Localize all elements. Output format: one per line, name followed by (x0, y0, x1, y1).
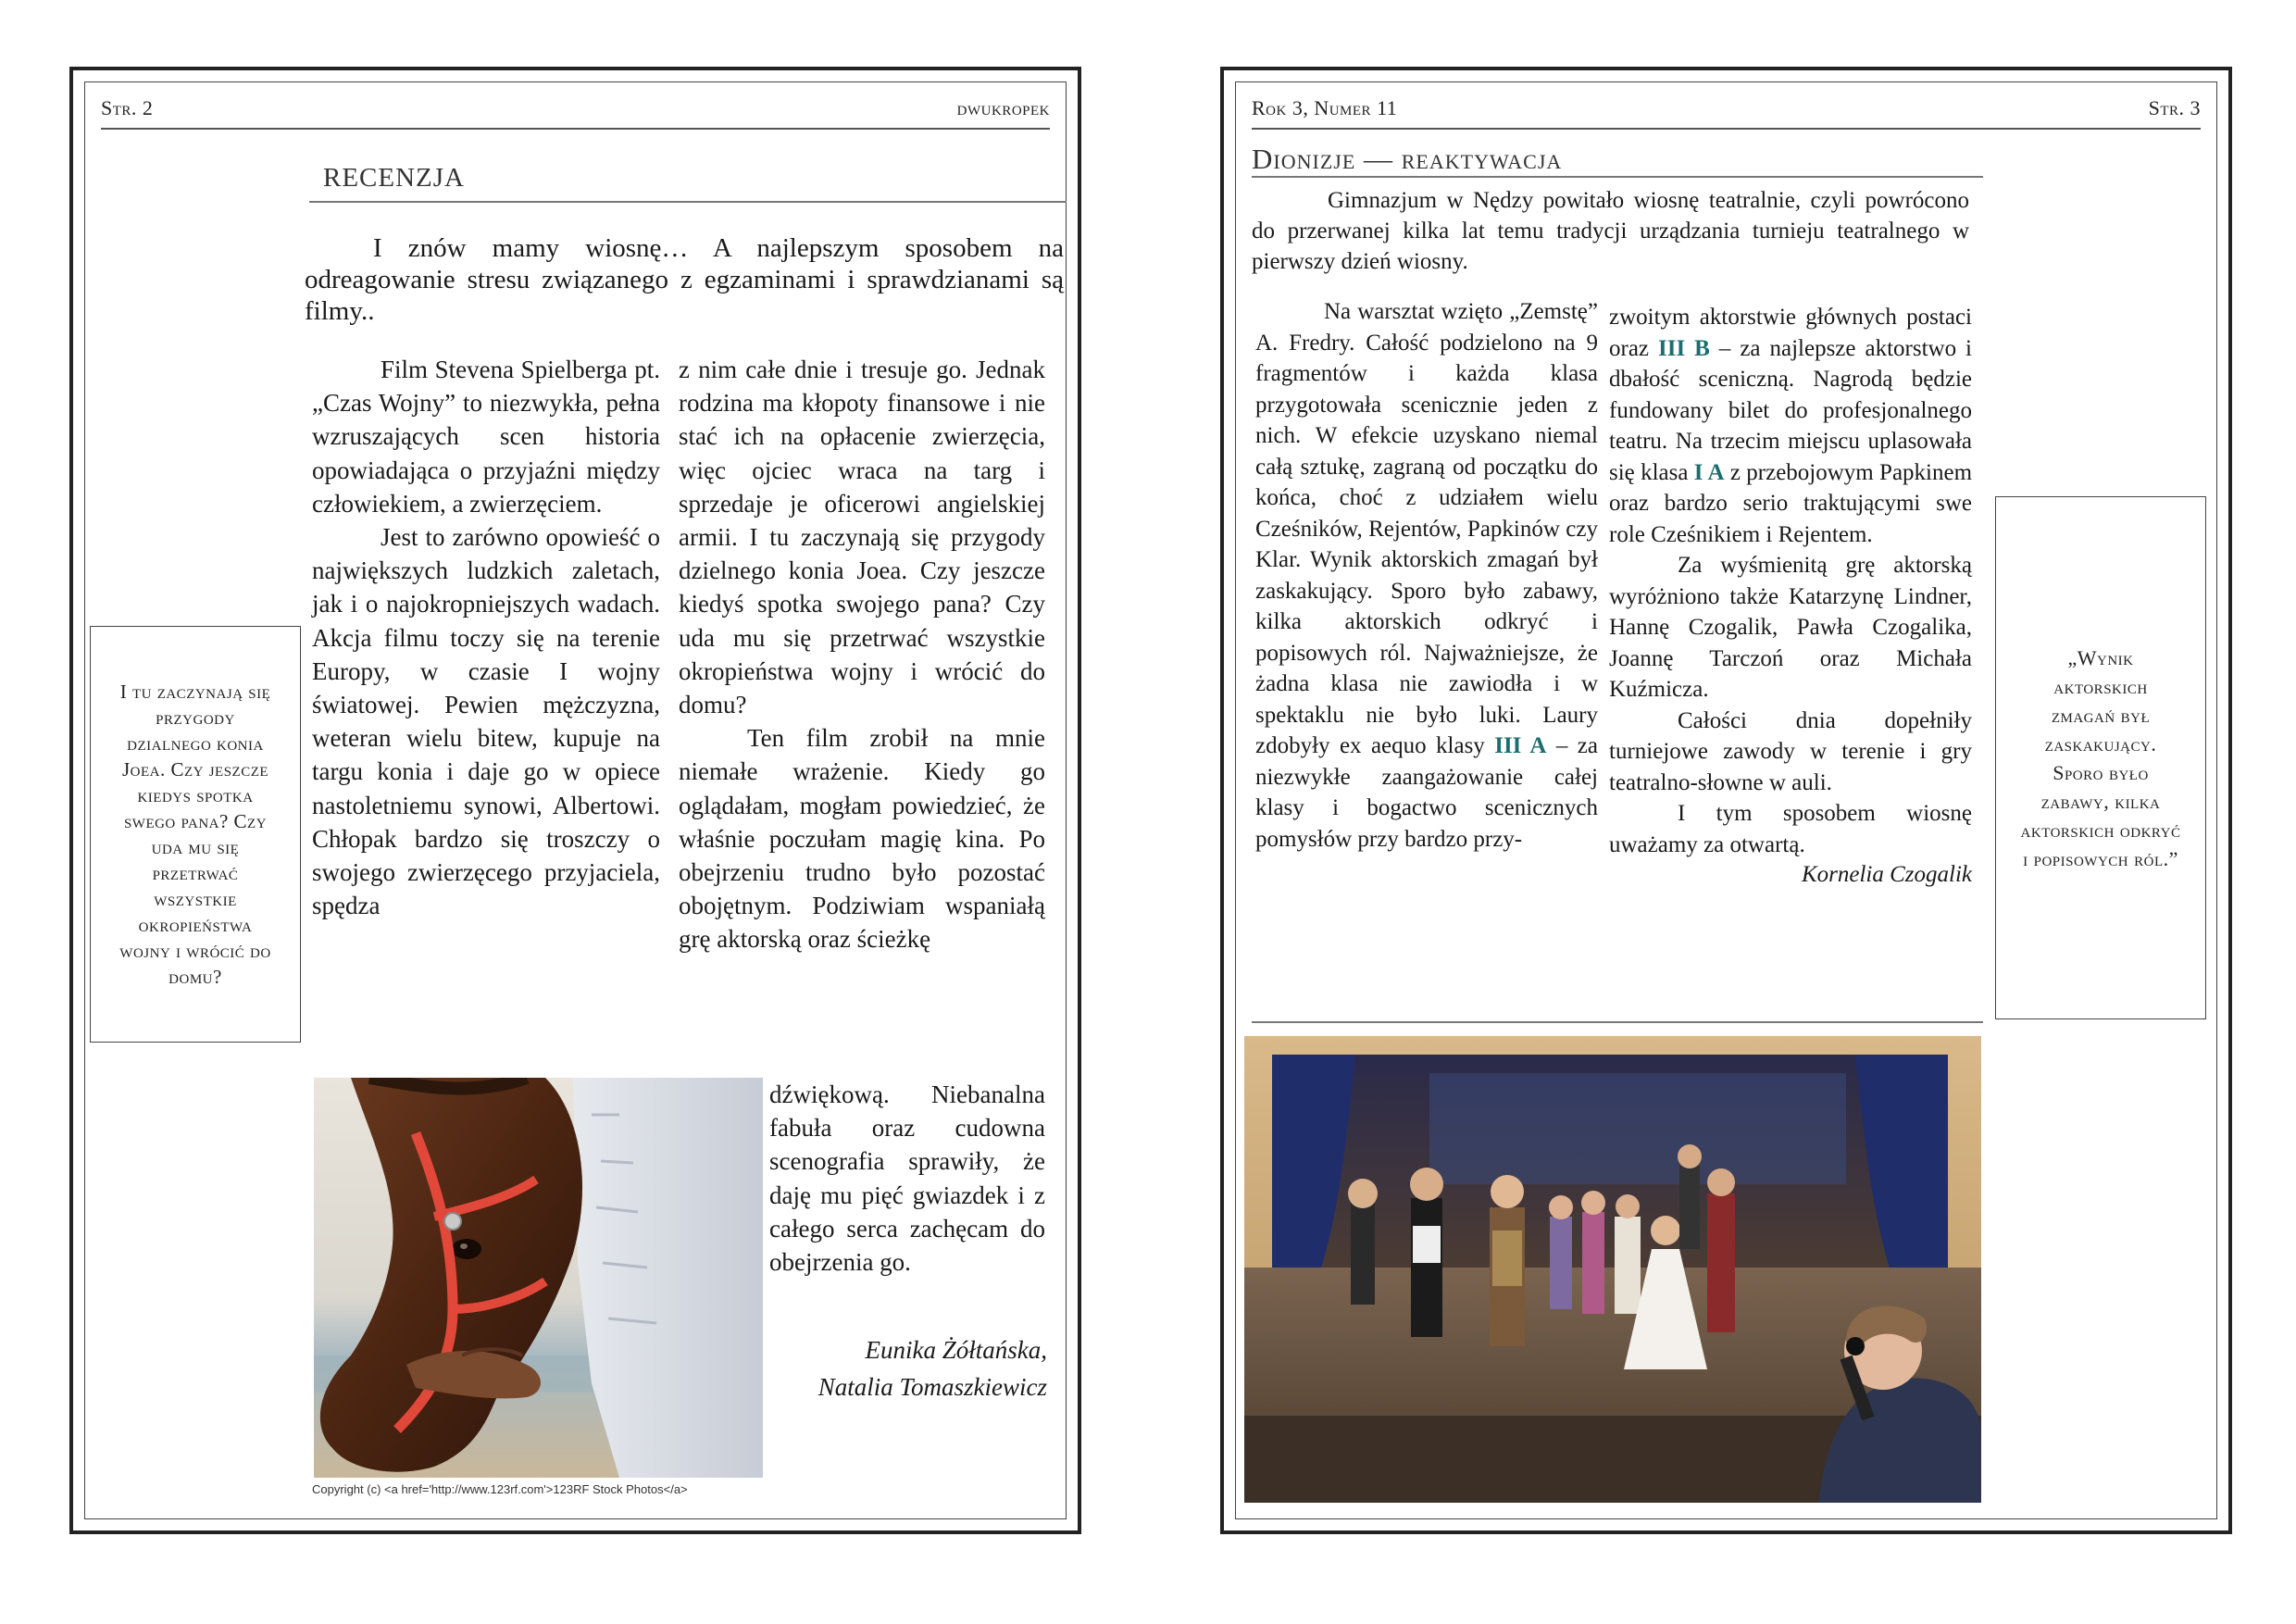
article-end-rule (1252, 1021, 1983, 1023)
article-paragraph: Jest to zarówno opowieść o największych ludzkich zaletach, jak i o najokropniejszych wadach. Akcja filmu toczy się na terenie Europy, w czasie I wojny światowej. Pewien mężczyzna, weteran wielu bitew, kupuje na targu konia i daje go w opiece nastoletniemu synowi, Albertowi. Chłopak bardzo się troszczy o swojego zwierzęcego przyjaciela, spędza (312, 523, 660, 920)
page-right (1220, 67, 2232, 1534)
pullquote-text: I tu zaczynają się przygody dzialnego konia Joea. Czy jeszcze kiedys spotka swego pana? Czy uda mu się przetrwać wszystkie okropieństwa wojny i wrócić do domu? (119, 681, 271, 988)
article-text: Na warsztat wzięto „Zemstę” A. Fredry. Całość podzielono na 9 fragmentów i każda klasa przygotowała scenicznie jeden z nich. W efekcie uzyskano niemal całą sztukę, zagraną od początku do końca, choć z udziałem wielu Cześników, Rejentów, Papkinów czy Klar. Wynik aktorskich zmagań był zaskakujący. Sporo było zabawy, kilka aktorskich odkryć i popisowych ról. Najważniejsze, że żadna klasa nie zawiodła i w spektaklu nie było luki. Laury zdobyły ex aequo klasy (1255, 299, 1598, 758)
article-text: – za najlepsze aktorstwo i dbałość sceniczną. Nagrodą będzie fundowany bilet do profesjonalnego teatru. Na trzecim miejscu uplasowała się klasa (1609, 335, 1972, 485)
article-text: zwoitym aktorstwie głównych postaci oraz (1609, 305, 1972, 361)
article-column-2-continued (769, 1078, 1045, 1279)
class-label-1a: I A (1693, 459, 1725, 485)
article-paragraph: I tym sposobem wiosnę uważamy za otwartą. (1609, 801, 1972, 857)
article-paragraph: Za wyśmienitą grę aktorską wyróżniono także Katarzynę Lindner, Hannę Czogalik, Pawła Czogalika, Joannę Tarczoń oraz Michała Kuźmicza. (1609, 553, 1972, 702)
header-rule (101, 128, 1050, 130)
article-column-2 (679, 353, 1045, 956)
stage-photo (1244, 1036, 1981, 1503)
article-text: – za niezwykłe zaangażowanie całej klasy i bogactwo scenicznych pomysłów przy bardzo przy- (1255, 733, 1598, 852)
page-left (69, 67, 1081, 1534)
article-paragraph: dźwiękową. Niebanalna fabuła oraz cudowna scenografia sprawiły, że daję mu pięć gwiazdek i z całego serca zachęcam do obejrzenia go. (769, 1081, 1045, 1277)
article-paragraph: Ten film zrobił na mnie niemałe wrażenie. Kiedy go oglądałam, mogłam powiedzieć, że właśnie poczułam magię kina. Po obejrzeniu trudno było pozostać obojętnym. Podziwiam wspaniałą grę aktorską oraz ścieżkę (679, 724, 1045, 954)
class-label-3a: III A (1494, 733, 1547, 758)
header-rule (1252, 128, 2201, 130)
article-signature (721, 1331, 1047, 1405)
author-name: Natalia Tomaszkiewicz (817, 1373, 1047, 1401)
lead-paragraph: Gimnazjum w Nędzy powitało wiosnę teatralnie, czyli powrócono do przerwanej kilka lat temu tradycji urządzania turnieju teatralnego w pierwszy dzień wiosny. (1252, 188, 1969, 274)
section-title-dionizje: Dionizje — reaktywacja (1252, 143, 1563, 175)
issue-info: Rok 3, Numer 11 (1252, 96, 1398, 119)
pullquote-box (1995, 496, 2206, 1019)
page-number-right: Str. 3 (2148, 96, 2201, 119)
pullquote-text: „Wynik aktorskich zmagań był zaskakujący. Sporo było zabawy, kilka aktorskich odkryć i popisowych ról.” (2020, 645, 2181, 870)
article-column-1 (1255, 296, 1598, 855)
author-name: Eunika Żółtańska, (865, 1336, 1047, 1364)
article-paragraph: Całości dnia dopełniły turniejowe zawody w terenie i gry teatralno-słowne w auli. (1609, 707, 1972, 795)
article-paragraph: z nim całe dnie i tresuje go. Jednak rodzina ma kłopoty finansowe i nie stać ich na opłacenie zwierzęcia, więc ojciec wraca na targ i sprzedaje je oficerowi angielskiej armii. I tu zaczynają się przygody dzielnego konia Joea. Czy jeszcze kiedyś spotka swojego pana? Czy uda mu się przetrwać wszystkie okropieństwa wojny i wrócić do domu? (679, 356, 1045, 719)
article-text: z przebojowym Papkinem oraz bardzo serio traktującymi swe role Cześnikiem i Rejentem. (1609, 459, 1973, 547)
pullquote-box (90, 626, 301, 1043)
article-column-1 (312, 353, 660, 922)
article-paragraph (1609, 302, 1972, 550)
section-title-rule (1252, 176, 1983, 178)
class-label-3b: III B (1658, 335, 1710, 361)
newsletter-name: dwukropek (956, 96, 1050, 119)
page-number-left: Str. 2 (101, 96, 154, 119)
photo-caption: Copyright (c) <a href='http://www.123rf.com'>123RF Stock Photos</a> (312, 1482, 688, 1496)
lead-paragraph: I znów mamy wiosnę… A najlepszym sposobem na odreagowanie stresu związanego z egzaminami i sprawdzianami są filmy.. (305, 233, 1064, 326)
article-paragraph (1255, 296, 1598, 855)
stage-photo-image (1244, 1036, 1981, 1503)
article-column-2 (1609, 302, 1972, 890)
horse-photo (314, 1078, 763, 1478)
article-paragraph: Film Stevena Spielberga pt. „Czas Wojny” to niezwykła, pełna wzruszających scen historia opowiadająca o przyjaźni między człowiekiem, a zwierzęciem. (312, 356, 660, 518)
article-signature: Kornelia Czogalik (1801, 862, 1972, 887)
horse-photo-image (314, 1078, 763, 1478)
section-title-rule (309, 201, 1067, 203)
section-title-recenzja: RECENZJA (323, 163, 465, 193)
